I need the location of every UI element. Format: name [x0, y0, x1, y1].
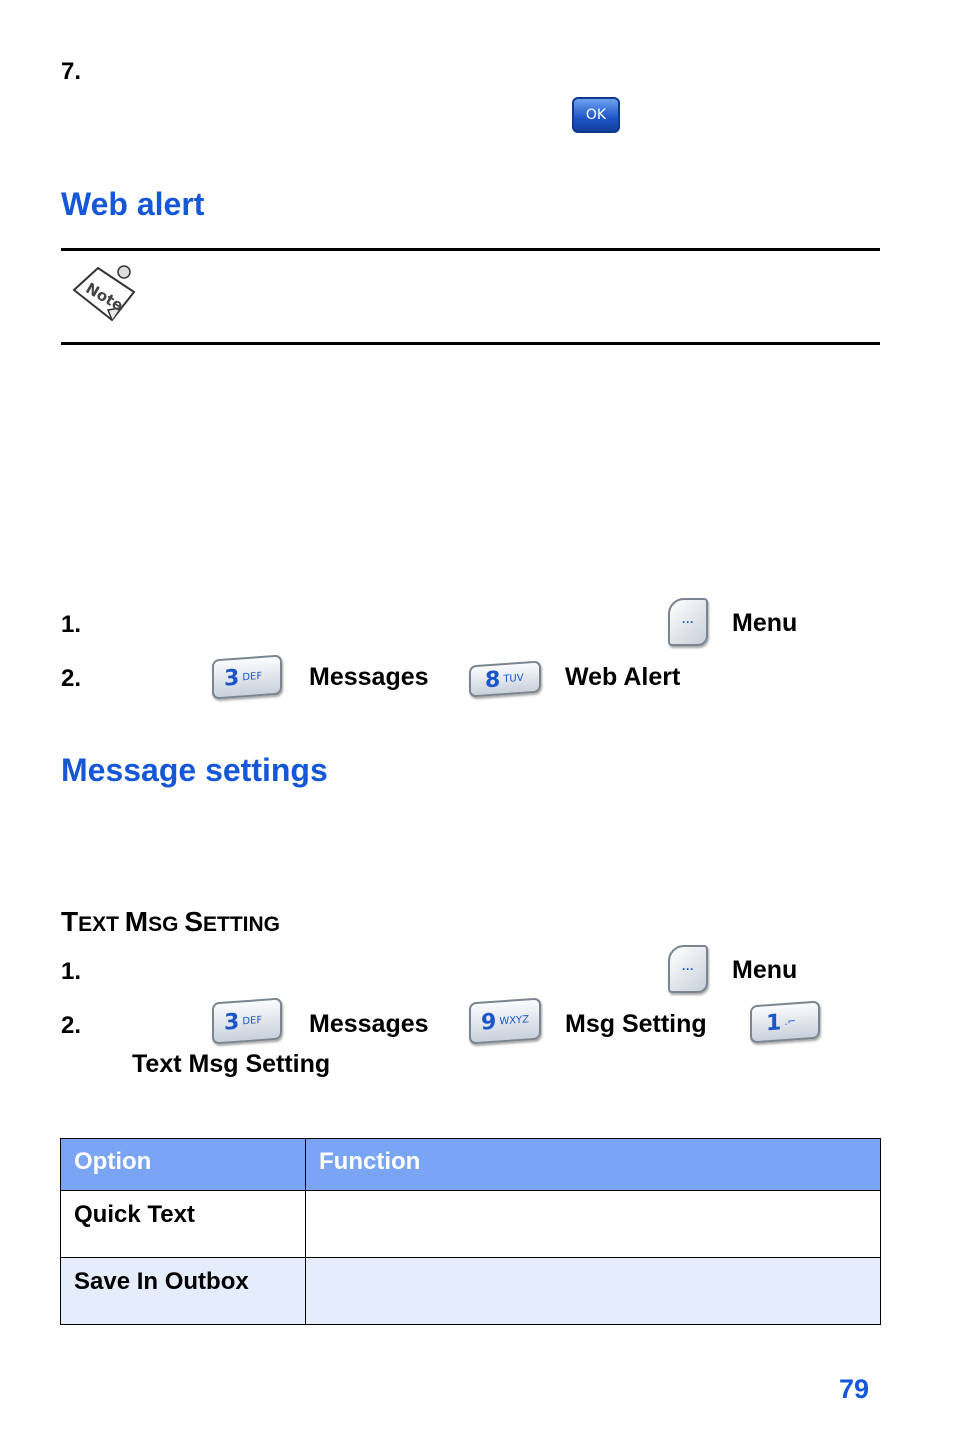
ok-key-icon: OK [572, 97, 620, 133]
table-header-row [61, 1139, 881, 1191]
subheading-text-msg-setting: TEXT MSG SETTING [61, 906, 280, 937]
section-heading-message-settings: Message settings [61, 752, 328, 788]
section-heading-web-alert: Web alert [61, 186, 205, 222]
menu-key-icon: ··· [668, 945, 708, 993]
note-icon [68, 262, 140, 322]
table-cell-option: Quick Text [61, 1191, 306, 1258]
table-header-function: Function [306, 1139, 881, 1191]
menu-item-messages: Messages [309, 1010, 429, 1038]
step-number: 2. [61, 665, 82, 692]
table-row [61, 1191, 881, 1258]
options-table [60, 1138, 881, 1325]
table-header-option: Option [61, 1139, 306, 1191]
note-top-rule [61, 248, 880, 251]
note-icon-text: Note [82, 279, 127, 315]
table-row [61, 1258, 881, 1325]
key-3-def-icon: 3 DEF [212, 655, 282, 700]
menu-label: Menu [732, 956, 798, 984]
note-bottom-rule [61, 342, 880, 345]
key-1-icon: 1 .⌐ [750, 1001, 820, 1044]
key-8-tuv-icon: 8 TUV [469, 660, 541, 697]
key-9-wxyz-icon: 9 WXYZ [469, 997, 541, 1044]
menu-item-messages: Messages [309, 663, 429, 691]
step-number: 1. [61, 958, 82, 985]
step-number: 7. [61, 58, 82, 85]
menu-key-icon: ··· [668, 598, 708, 646]
page-number: 79 [839, 1374, 870, 1404]
menu-item-text-msg-setting: Text Msg Setting [132, 1050, 331, 1078]
table-cell-function [306, 1191, 881, 1258]
key-3-def-icon: 3 DEF [212, 998, 282, 1045]
step-number: 1. [61, 611, 82, 638]
menu-item-msg-setting: Msg Setting [565, 1010, 707, 1038]
menu-label: Menu [732, 609, 798, 637]
table-cell-function [306, 1258, 881, 1325]
table-cell-option: Save In Outbox [61, 1258, 306, 1325]
menu-item-web-alert: Web Alert [565, 663, 681, 691]
step-number: 2. [61, 1012, 82, 1039]
